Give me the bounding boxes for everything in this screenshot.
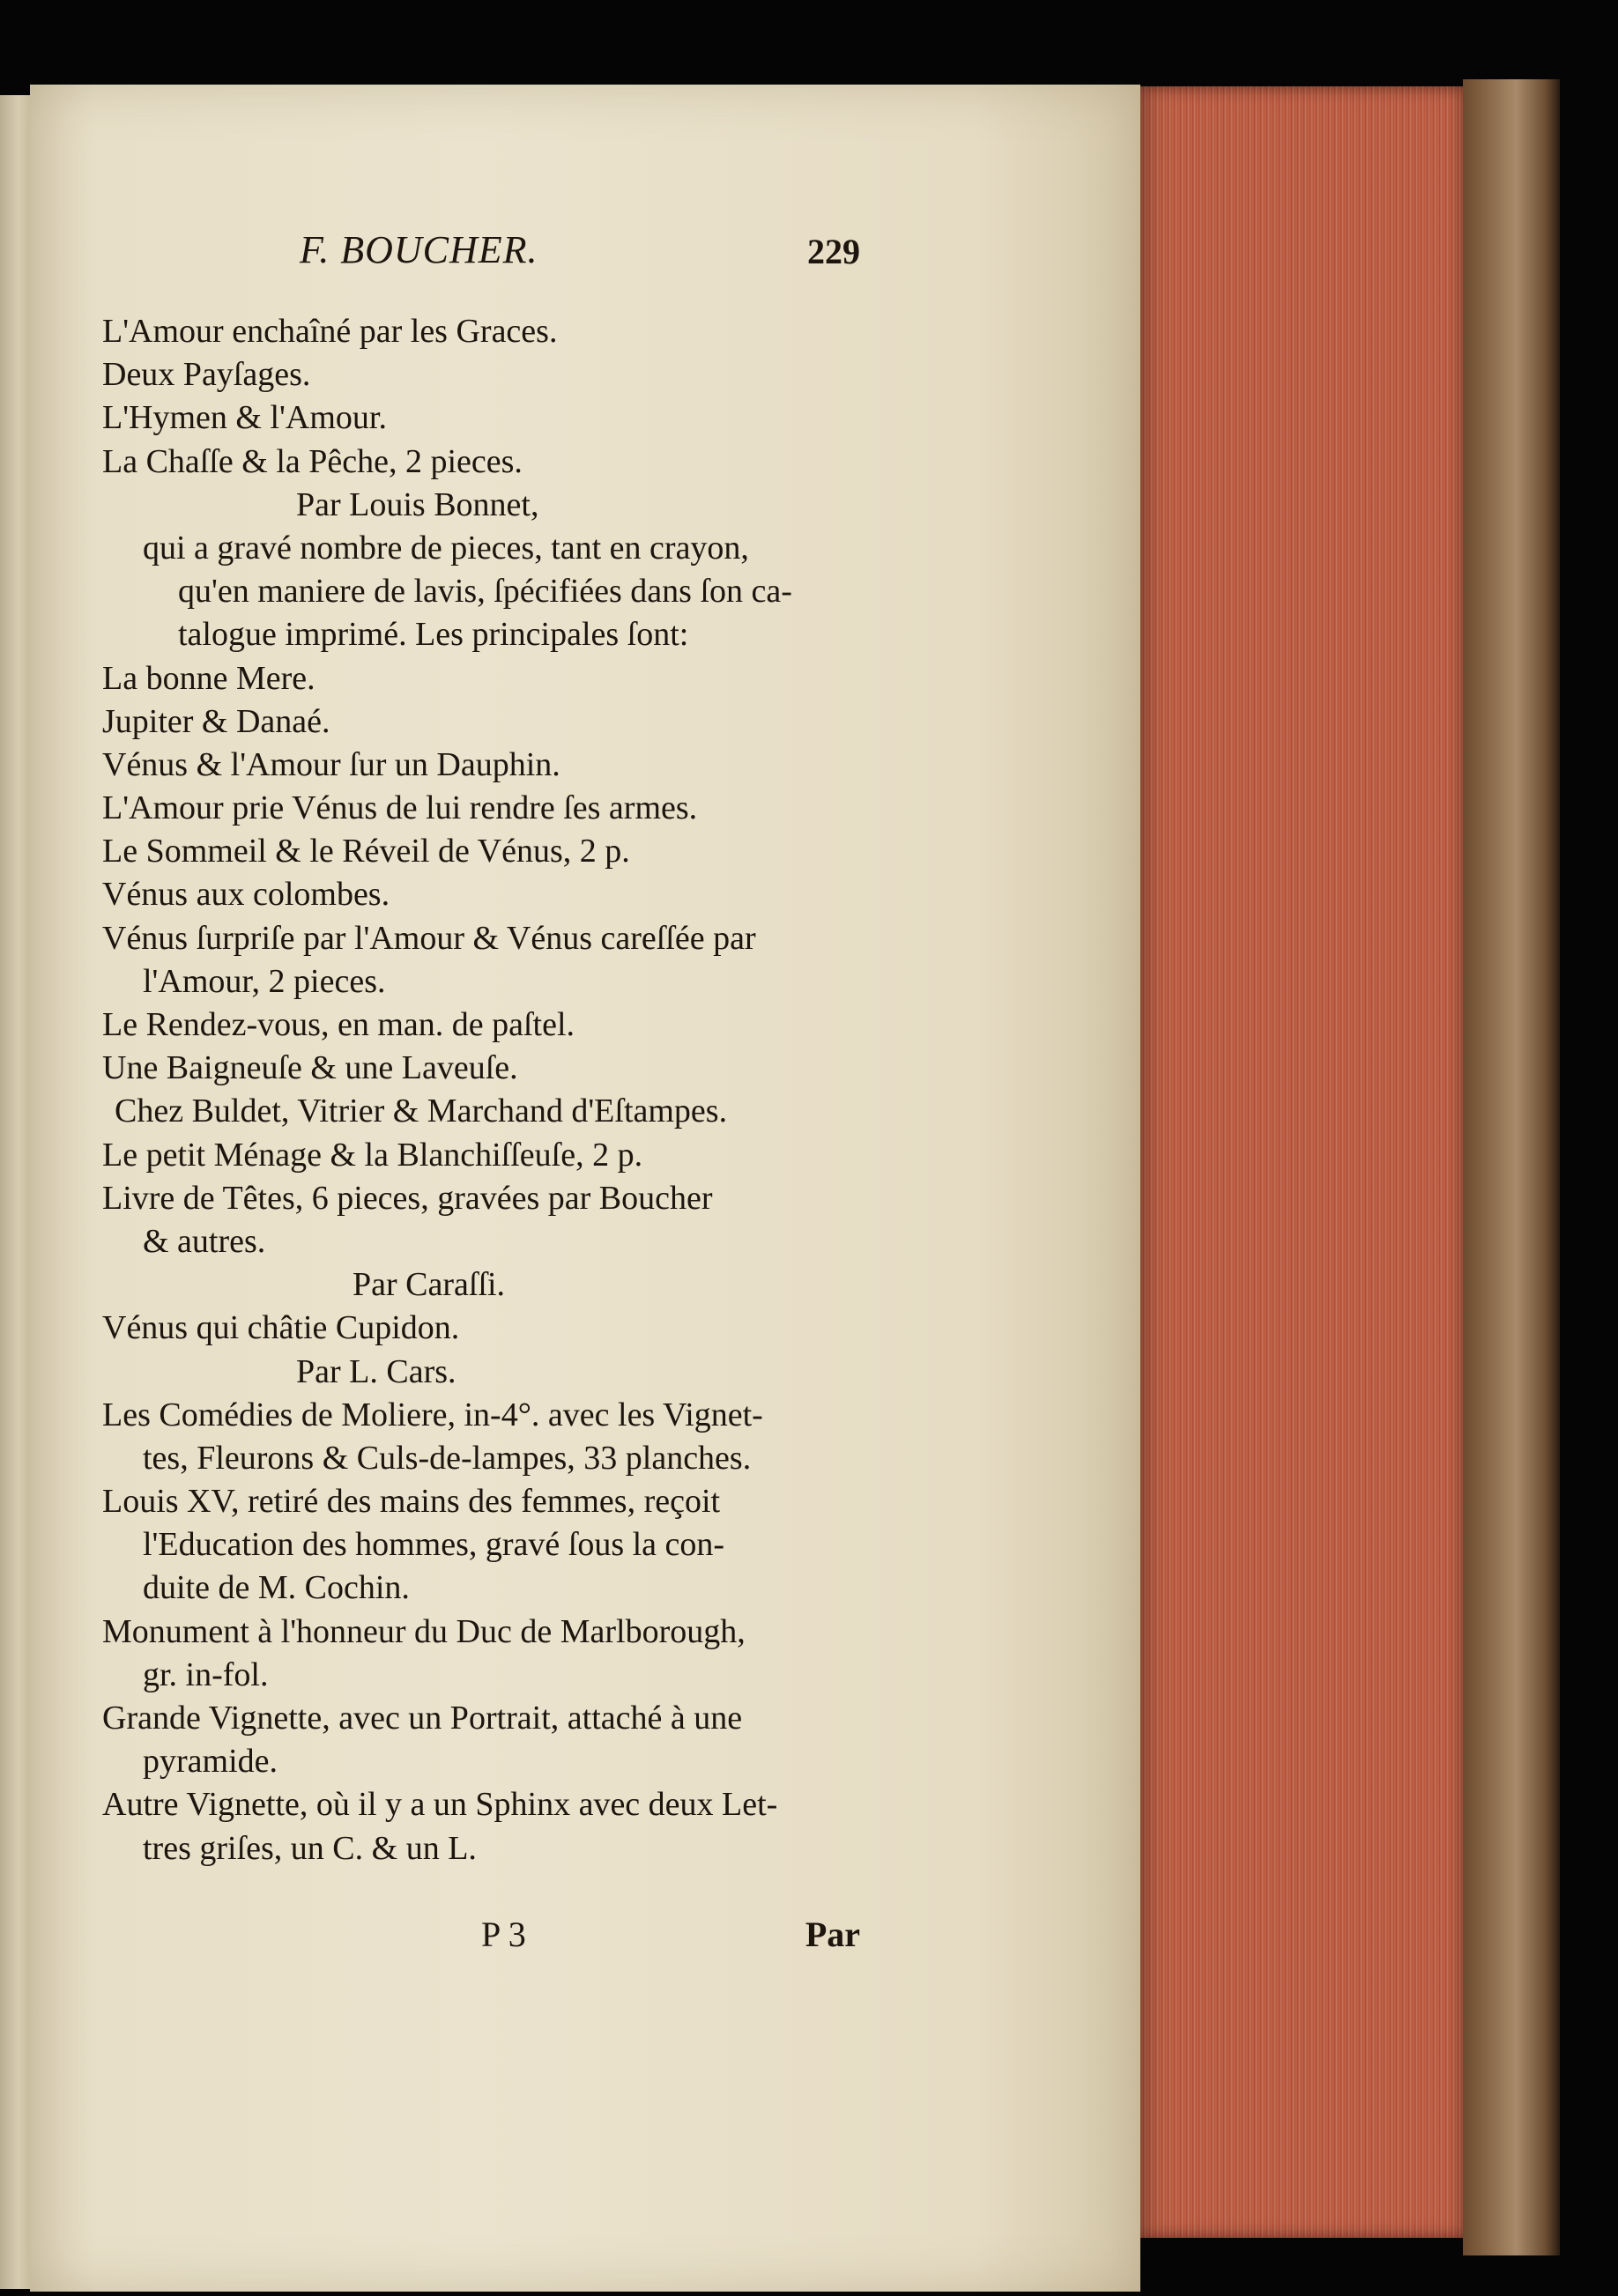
text-line: Vénus & l'Amour ſur un Dauphin. <box>102 745 560 783</box>
signature-mark: P 3 <box>481 1915 526 1954</box>
text-line: Le Sommeil & le Réveil de Vénus, 2 p. <box>102 833 630 870</box>
text-line: Vénus qui châtie Cupidon. <box>102 1309 460 1347</box>
text-line: duite de M. Cochin. <box>143 1569 410 1607</box>
text-line: L'Hymen & l'Amour. <box>102 399 387 437</box>
text-line: talogue imprimé. Les principales ſont: <box>178 616 689 654</box>
text-line: Grande Vignette, avec un Portrait, attaché à une <box>102 1700 743 1737</box>
text-line: Monument à l'honneur du Duc de Marlborough, <box>102 1612 746 1650</box>
section-heading-buldet: Chez Buldet, Vitrier & Marchand d'Eſtampes. <box>115 1092 728 1130</box>
text-line: Autre Vignette, où il y a un Sphinx avec deux Let- <box>102 1786 778 1824</box>
text-line: Jupiter & Danaé. <box>102 702 330 740</box>
text-line: L'Amour enchaîné par les Graces. <box>102 313 558 350</box>
page-body <box>102 310 860 1870</box>
text-line: qu'en maniere de lavis, ſpécifiées dans ſon ca- <box>178 573 792 611</box>
text-line: Louis XV, retiré des mains des femmes, reçoit <box>102 1483 721 1521</box>
text-line: l'Education des hommes, gravé ſous la con- <box>143 1526 725 1564</box>
page-fore-edge <box>1140 86 1468 2238</box>
running-header <box>102 227 860 280</box>
text-line: La bonne Mere. <box>102 659 315 697</box>
section-heading-bonnet: Par Louis Bonnet, <box>296 485 539 523</box>
text-line: Vénus aux colombes. <box>102 876 390 914</box>
text-line: l'Amour, 2 pieces. <box>143 962 386 1000</box>
catchword: Par <box>805 1915 860 1954</box>
header-title: F. BOUCHER. <box>300 228 538 271</box>
text-line: gr. in-fol. <box>143 1655 269 1693</box>
text-line: L'Amour prie Vénus de lui rendre ſes armes. <box>102 789 698 827</box>
left-page-edge <box>0 95 30 2289</box>
section-heading-cars: Par L. Cars. <box>296 1352 456 1390</box>
book-binding <box>1463 79 1560 2255</box>
text-line: Les Comédies de Moliere, in-4°. avec les Vignet- <box>102 1396 763 1433</box>
text-line: Le petit Ménage & la Blanchiſſeuſe, 2 p. <box>102 1136 643 1174</box>
text-line: Vénus ſurpriſe par l'Amour & Vénus careſſée par <box>102 919 756 957</box>
text-line: Le Rendez-vous, en man. de paſtel. <box>102 1006 575 1043</box>
section-heading-carassi: Par Caraſſi. <box>353 1266 506 1304</box>
text-line: Deux Payſages. <box>102 356 311 394</box>
text-line: tes, Fleurons & Culs-de-lampes, 33 planches. <box>143 1439 752 1477</box>
page-footer <box>102 1914 860 1958</box>
text-line: Livre de Têtes, 6 pieces, gravées par Boucher <box>102 1179 713 1217</box>
text-line: La Chaſſe & la Pêche, 2 pieces. <box>102 442 523 480</box>
text-line: qui a gravé nombre de pieces, tant en crayon, <box>143 529 749 567</box>
text-line: & autres. <box>143 1222 266 1260</box>
page-number: 229 <box>807 232 860 271</box>
text-line: tres griſes, un C. & un L. <box>143 1829 477 1867</box>
text-line: Une Baigneuſe & une Laveuſe. <box>102 1049 518 1087</box>
text-line: pyramide. <box>143 1743 278 1781</box>
